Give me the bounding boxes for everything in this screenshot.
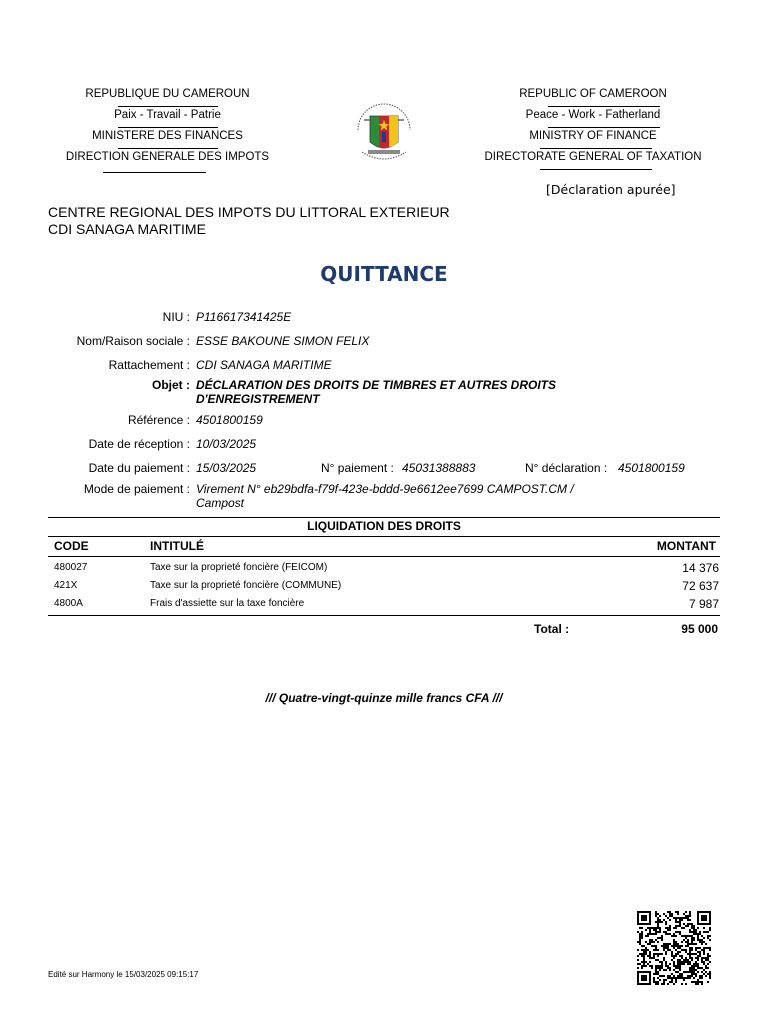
table-bottom-border [48,615,720,616]
header-republique: REPUBLIQUE DU CAMEROUN [85,88,250,100]
table-title: LIQUIDATION DES DROITS [307,519,461,533]
rattachement-label: Rattachement : [108,358,190,372]
total-label: Total : [534,622,570,636]
col-code-header: CODE [54,539,89,553]
row-intitule: Frais d'assiette sur la taxe foncière [150,598,305,609]
divider [103,172,206,173]
header-ministere: MINISTERE DES FINANCES [92,130,243,142]
divider [118,106,218,107]
row-montant: 7 987 [688,597,719,611]
table-header-border [48,556,720,557]
page-title: QUITTANCE [320,262,448,286]
date-paiement-label: Date du paiement : [88,461,190,475]
row-code: 421X [54,580,78,591]
header-devise: Paix - Travail - Patrie [114,109,221,121]
centre-regional: CENTRE REGIONAL DES IMPOTS DU LITTORAL EXTERIEUR [48,204,450,220]
row-montant: 14 376 [682,561,719,575]
divider [548,127,660,128]
row-intitule: Taxe sur la proprieté foncière (FEICOM) [150,562,328,573]
row-code: 480027 [54,562,88,573]
header-directorate: DIRECTORATE GENERAL OF TAXATION [484,151,702,163]
header-motto: Peace - Work - Fatherland [525,109,661,121]
divider [548,106,660,107]
numero-paiement-value: 45031388883 [402,461,476,475]
row-intitule: Taxe sur la proprieté foncière (COMMUNE) [150,580,342,591]
numero-declaration-label: N° déclaration : [525,461,608,475]
niu-label: NIU : [162,310,190,324]
niu-value: P116617341425E [196,310,292,324]
date-reception-label: Date de réception : [88,437,190,451]
rattachement-value: CDI SANAGA MARITIME [196,358,332,372]
status-badge: [Déclaration apurée] [546,182,676,197]
col-montant-header: MONTANT [656,539,716,553]
row-code: 4800A [54,598,83,609]
row-montant: 72 637 [682,579,719,593]
table-divider [48,536,720,537]
numero-paiement-label: N° paiement : [321,461,394,475]
divider [540,169,652,170]
objet-value-line2: D'ENREGISTREMENT [196,392,320,406]
mode-paiement-label: Mode de paiement : [83,482,190,496]
divider [118,148,218,149]
date-reception-value: 10/03/2025 [196,437,257,451]
coat-of-arms-seal [352,90,416,170]
amount-in-words: /// Quatre-vingt-quinze mille francs CFA /// [265,691,503,705]
nom-label: Nom/Raison sociale : [76,334,190,348]
col-intitule-header: INTITULÉ [150,539,204,553]
mode-paiement-value-line1: Virement N° eb29bdfa-f79f-423e-bddd-9e6612ee7699 CAMPOST.CM / [196,482,574,496]
date-paiement-value: 15/03/2025 [196,461,257,475]
mode-paiement-value-line2: Campost [196,496,245,510]
objet-value-line1: DÉCLARATION DES DROITS DE TIMBRES ET AUTRES DROITS [196,378,557,392]
nom-value: ESSE BAKOUNE SIMON FELIX [196,334,370,348]
header-direction: DIRECTION GENERALE DES IMPOTS [65,151,270,163]
reference-label: Référence : [127,413,190,427]
divider [118,127,218,128]
reference-value: 4501800159 [196,413,263,427]
divider [540,148,652,149]
objet-label: Objet : [152,378,190,392]
header-republic: REPUBLIC OF CAMEROON [519,88,667,100]
cdi-name: CDI SANAGA MARITIME [48,221,206,237]
total-value: 95 000 [681,622,718,636]
footer-edition-note: Edité sur Harmony le 15/03/2025 09:15:17 [48,970,199,979]
header-ministry: MINISTRY OF FINANCE [529,130,657,142]
table-top-border [48,517,720,518]
numero-declaration-value: 4501800159 [618,461,685,475]
qr-code [637,911,711,985]
